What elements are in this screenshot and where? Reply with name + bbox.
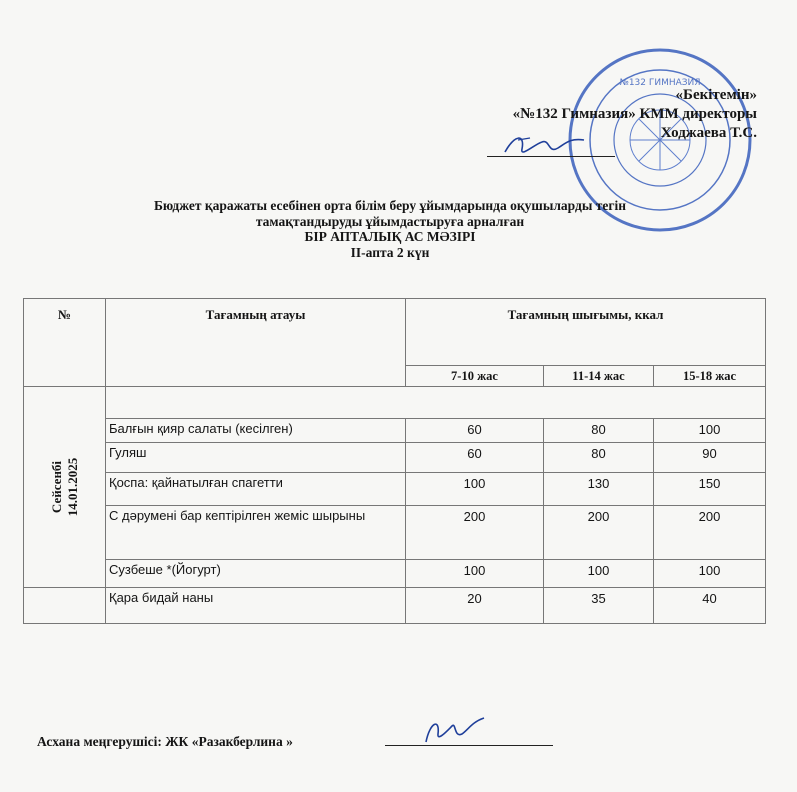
kcal-15-18: 100 [654, 560, 766, 588]
col-header-kcal: Тағамның шығымы, ккал [406, 299, 766, 366]
menu-table [23, 298, 766, 624]
day-date: 14.01.2025 [64, 457, 80, 517]
dish-name: С дәрумені бар кептірілген жеміс шырыны [106, 506, 406, 560]
director-signature [500, 124, 590, 164]
kcal-15-18: 40 [654, 588, 766, 624]
kcal-15-18: 200 [654, 506, 766, 560]
stamp-text: №132 ГИМНАЗИЯ [619, 78, 701, 88]
kcal-7-10: 20 [406, 588, 544, 624]
dish-name: Қара бидай наны [106, 588, 406, 624]
table-row [24, 588, 766, 624]
dish-name: Гуляш [106, 443, 406, 473]
empty-cell [24, 588, 106, 624]
table-row [24, 419, 766, 443]
canteen-manager-label: Асхана меңгерушісі: ЖК «Разакберлина » [37, 734, 293, 749]
approval-title: «Бекітемін» [675, 87, 757, 103]
kcal-11-14: 130 [544, 473, 654, 506]
kcal-11-14: 100 [544, 560, 654, 588]
col-header-age-7-10: 7-10 жас [406, 366, 544, 387]
dish-name: Қоспа: қайнатылған спагетти [106, 473, 406, 506]
kcal-15-18: 100 [654, 419, 766, 443]
table-row [24, 560, 766, 588]
table-row [24, 473, 766, 506]
document-heading [40, 198, 740, 260]
kcal-11-14: 35 [544, 588, 654, 624]
approval-org: «№132 Гимназия» КММ директоры [512, 106, 757, 122]
table-row [24, 443, 766, 473]
dish-name: Балғын қияр салаты (кесілген) [106, 419, 406, 443]
approval-director: Ходжаева Т.С. [660, 125, 757, 141]
kcal-15-18: 150 [654, 473, 766, 506]
col-header-dish-name: Тағамның атауы [106, 299, 406, 387]
manager-signature [420, 712, 490, 748]
kcal-11-14: 200 [544, 506, 654, 560]
kcal-7-10: 60 [406, 419, 544, 443]
heading-line-2: тамақтандыруды ұйымдастыруға арналған [255, 213, 525, 229]
day-cell [24, 387, 106, 588]
kcal-7-10: 60 [406, 443, 544, 473]
kcal-15-18: 90 [654, 443, 766, 473]
kcal-7-10: 100 [406, 473, 544, 506]
heading-line-1: Бюджет қаражаты есебінен орта білім беру ұйымдарында оқушыларды тегін [153, 198, 627, 213]
kcal-11-14: 80 [544, 419, 654, 443]
kcal-11-14: 80 [544, 443, 654, 473]
empty-row [106, 387, 766, 419]
col-header-number: № [24, 299, 106, 387]
heading-week-day: ІІ-апта 2 күн [350, 244, 430, 260]
kcal-7-10: 100 [406, 560, 544, 588]
table-row [24, 506, 766, 560]
day-label [49, 458, 81, 517]
kcal-7-10: 200 [406, 506, 544, 560]
col-header-age-11-14: 11-14 жас [544, 366, 654, 387]
day-name: Сейсенбі [48, 460, 64, 514]
heading-title: БІР АПТАЛЫҚ АС МӘЗІРІ [304, 229, 476, 244]
dish-name: Сузбеше *(Йогурт) [106, 560, 406, 588]
col-header-age-15-18: 15-18 жас [654, 366, 766, 387]
